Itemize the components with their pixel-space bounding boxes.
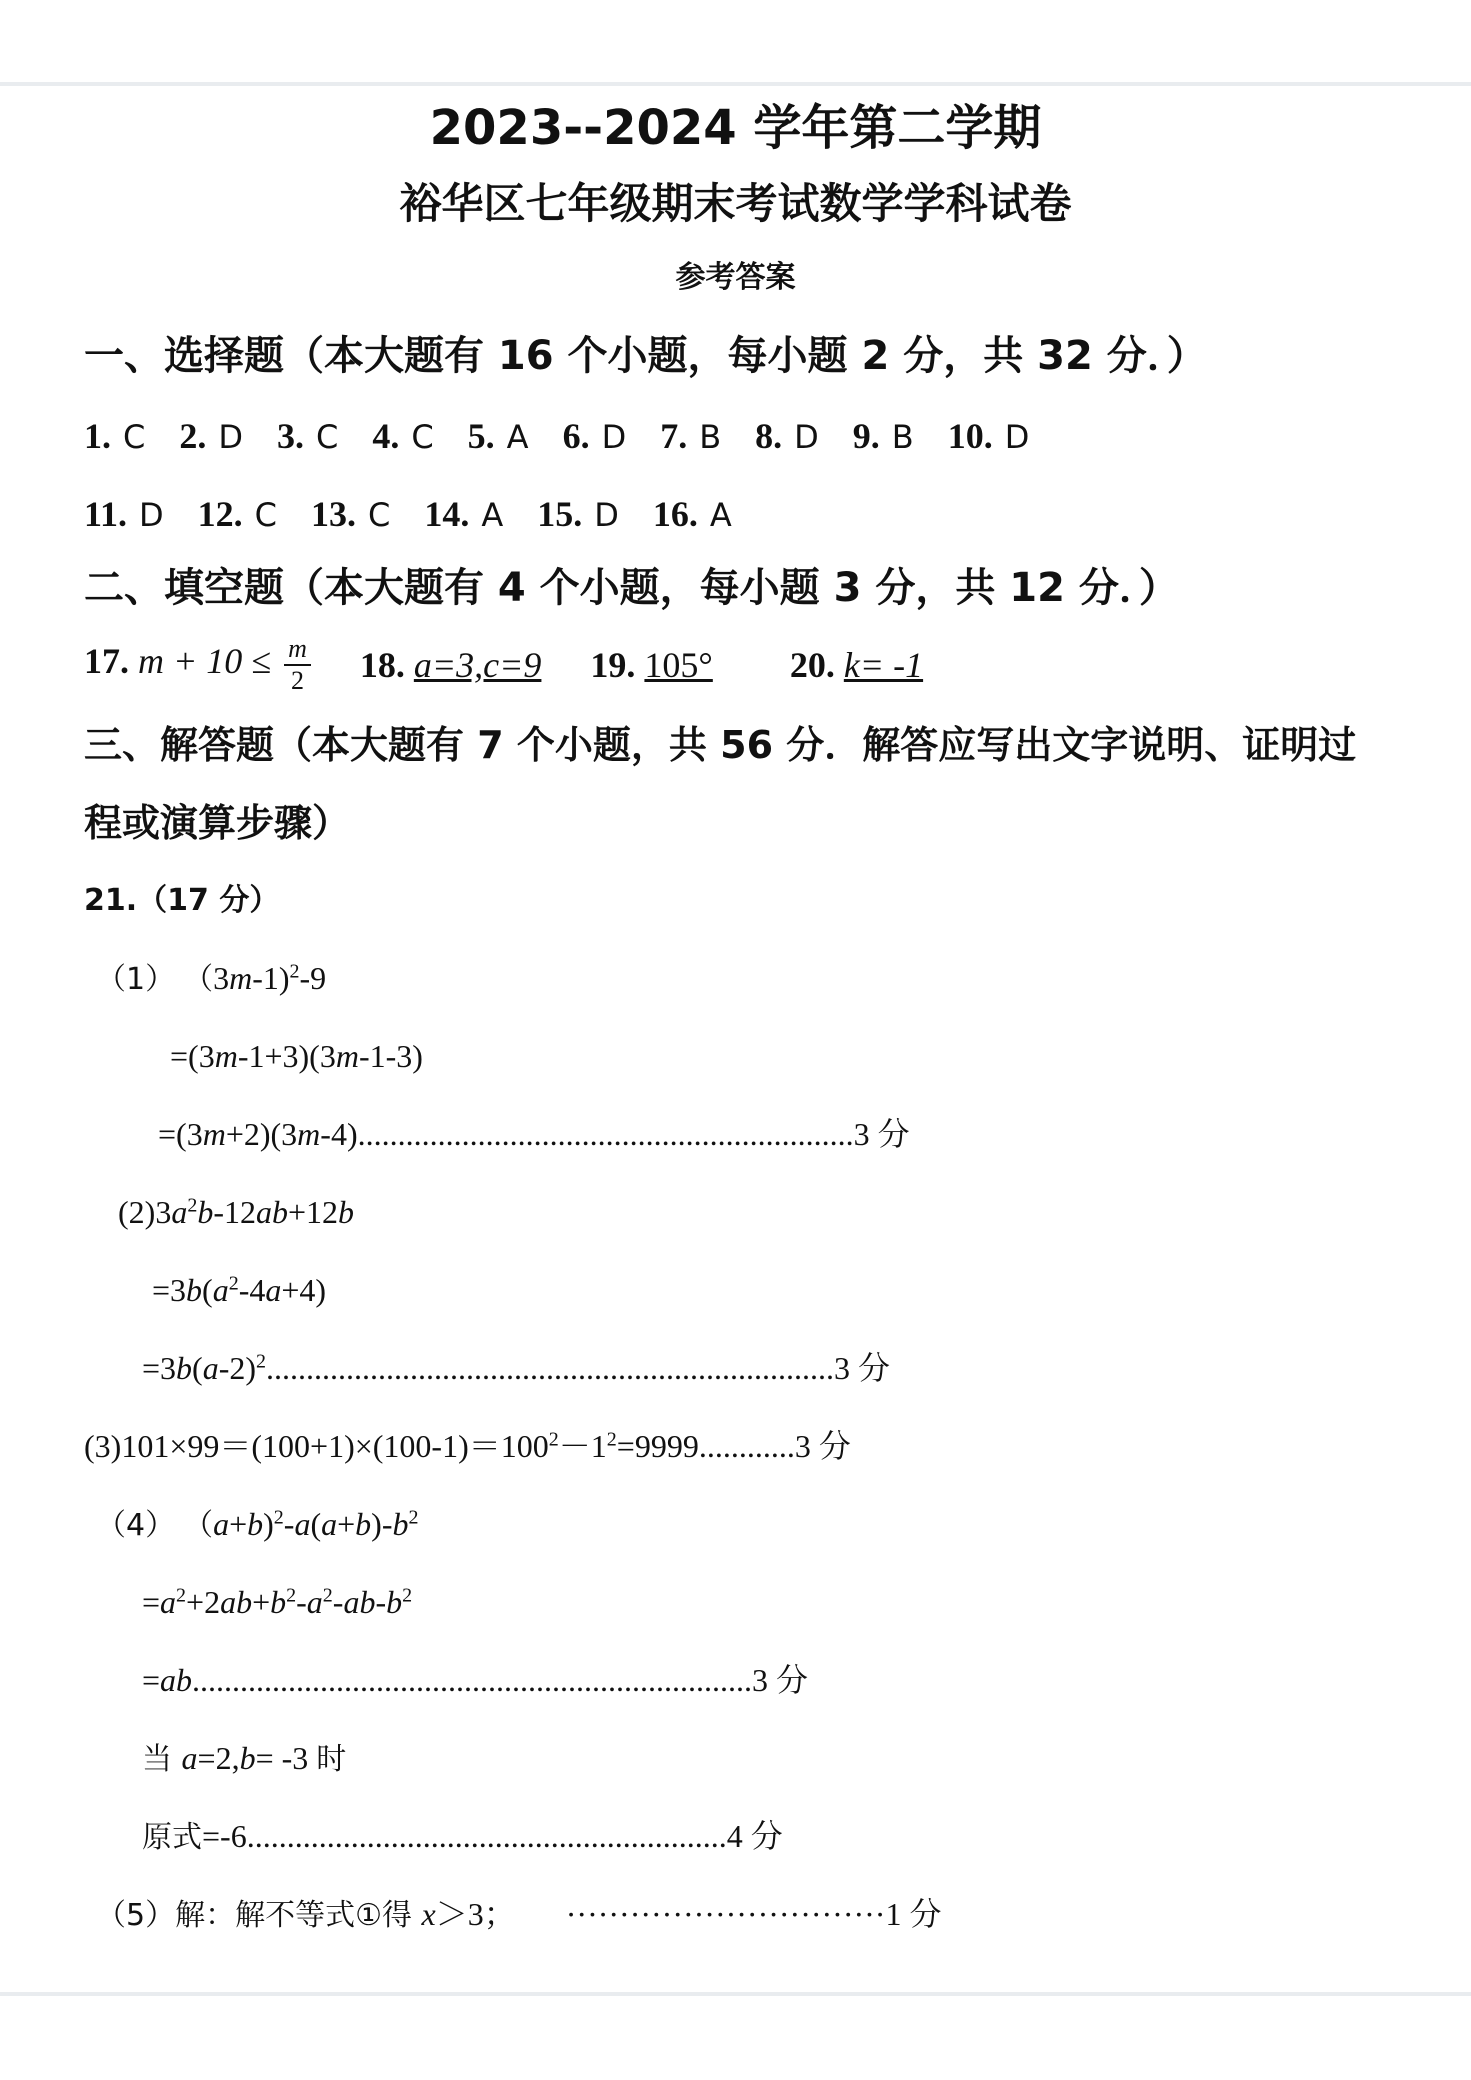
choice-answer-number: 9. <box>852 416 880 456</box>
choice-answer-number: 15. <box>537 494 583 534</box>
choice-answer-number: 2. <box>179 416 207 456</box>
part4-expression: （4） $(a+b)^2-a(a+b)-b^2$ <box>96 1506 419 1543</box>
section3-heading-line2: 程或演算步骤） <box>84 801 351 845</box>
choice-answers-row1 <box>84 418 1063 454</box>
document-title-exam: 裕华区七年级期末考试数学学科试卷 <box>399 179 1072 228</box>
choice-answer-number: 16. <box>652 494 698 534</box>
part2-step1: $=3b(a^2-4a+4)$ <box>152 1272 327 1308</box>
answer-19-value: 105° <box>644 644 713 685</box>
choice-answer-letter: B <box>891 418 914 456</box>
document-subtitle-answers: 参考答案 <box>675 260 796 295</box>
choice-answer-letter: D <box>601 418 627 456</box>
answer-20-value: k= -1 <box>843 644 924 685</box>
choice-answer <box>84 496 164 532</box>
answer-20-number: 20. <box>789 644 835 685</box>
choice-answer-number: 7. <box>660 416 688 456</box>
document-title-year: 2023--2024 学年第二学期 <box>429 100 1042 156</box>
part4-result-score: 4 分 <box>726 1818 783 1854</box>
answer-17-fraction <box>284 634 311 696</box>
answer-18 <box>359 644 542 685</box>
part2-score: 3 分 <box>834 1350 891 1386</box>
choice-answer <box>853 418 914 454</box>
choice-answers-row2 <box>84 496 766 532</box>
choice-answer-number: 14. <box>424 494 470 534</box>
choice-answer-number: 3. <box>276 416 304 456</box>
choice-answer-letter: D <box>594 496 619 534</box>
part4-condition: 当 a=2,b= -3 时 <box>142 1740 347 1777</box>
choice-answer-letter: A <box>481 496 504 534</box>
part1-score: 3 分 <box>853 1116 910 1152</box>
part2-expression: $(2)3a^2b-12ab+12b$ <box>118 1194 355 1230</box>
bottom-divider <box>0 1992 1471 1996</box>
choice-answer <box>179 418 243 454</box>
choice-answer <box>468 418 529 454</box>
choice-answer <box>311 496 390 532</box>
choice-answer <box>755 418 819 454</box>
part5-line: （5）解：解不等式①得 x＞3； ······························1 分 <box>96 1896 942 1933</box>
choice-answer <box>84 418 145 454</box>
choice-answer-number: 13. <box>311 494 356 534</box>
part4-step1: $=a^2+2ab+b^2-a^2-ab-b^2$ <box>142 1584 413 1620</box>
question-21-label: 21.（17 分） <box>84 883 280 918</box>
choice-answer <box>277 418 338 454</box>
top-divider <box>0 82 1471 86</box>
choice-answer-number: 11. <box>84 494 128 534</box>
choice-answer-letter: C <box>368 496 391 534</box>
part1-expression: （1） （3m-1)$^2$-9 <box>96 960 327 997</box>
choice-answer <box>653 496 732 532</box>
answer-17-number: 17. <box>84 641 129 682</box>
answer-17-lhs: m + 10 ≤ <box>138 641 272 682</box>
choice-answer-letter: D <box>1004 418 1030 456</box>
choice-answer <box>372 418 433 454</box>
answer-18-value: a=3,c=9 <box>413 644 542 685</box>
choice-answer-letter: C <box>315 418 339 456</box>
answer-19-number: 19. <box>590 644 636 685</box>
part4-step2: =ab......................................................................3 分 <box>142 1662 809 1698</box>
part5-score: 1 分 <box>885 1896 942 1932</box>
section2-heading: 二、填空题（本大题有 4 个小题，每小题 3 分，共 12 分．） <box>84 565 1179 611</box>
part3-score: 3 分 <box>794 1428 851 1464</box>
choice-answer-letter: A <box>506 418 529 456</box>
part1-step2: =(3m+2)(3m-4)..............................................................3 分 <box>158 1116 910 1152</box>
choice-answer-letter: A <box>709 496 732 534</box>
fraction-denominator: 2 <box>290 665 304 695</box>
answer-20 <box>789 644 924 685</box>
answer-18-number: 18. <box>359 644 405 685</box>
choice-answer-number: 10. <box>947 416 993 456</box>
choice-answer <box>948 418 1030 454</box>
choice-answer <box>660 418 721 454</box>
part4-score: 3 分 <box>752 1662 809 1698</box>
choice-answer-letter: C <box>123 418 146 456</box>
fraction-numerator: m <box>284 634 311 666</box>
choice-answer <box>563 418 627 454</box>
section1-heading: 一、选择题（本大题有 16 个小题，每小题 2 分，共 32 分．） <box>84 333 1207 379</box>
part1-step1: =(3m-1+3)(3m-1-3) <box>170 1038 423 1074</box>
answer-19 <box>590 644 740 685</box>
choice-answer-number: 1. <box>84 416 111 456</box>
choice-answer <box>537 496 619 532</box>
choice-answer <box>424 496 503 532</box>
choice-answer-letter: D <box>794 418 819 456</box>
choice-answer <box>198 496 277 532</box>
choice-answer-letter: C <box>254 496 277 534</box>
choice-answer-letter: B <box>699 418 722 456</box>
choice-answer-letter: D <box>139 496 164 534</box>
part3-line: $(3)101\times 99=(100+1)\times(100-1)=100^2-1^2=9999............3$ 分 <box>84 1428 851 1464</box>
section3-heading-line1: 三、解答题（本大题有 7 个小题，共 56 分．解答应写出文字说明、证明过 <box>84 723 1357 767</box>
choice-answer-letter: D <box>218 418 243 456</box>
choice-answer-letter: C <box>411 418 434 456</box>
choice-answer-number: 8. <box>755 416 783 456</box>
choice-answer-number: 4. <box>372 416 400 456</box>
part4-result: 原式=-6............................................................4 分 <box>142 1818 783 1855</box>
part2-step2: $=3b(a-2)^2.......................................................................3$ 分 <box>142 1350 891 1386</box>
choice-answer-number: 6. <box>562 416 590 456</box>
choice-answer-number: 5. <box>467 416 495 456</box>
answer-17 <box>84 634 311 696</box>
choice-answer-number: 12. <box>197 494 243 534</box>
fill-answers-row <box>84 634 963 696</box>
